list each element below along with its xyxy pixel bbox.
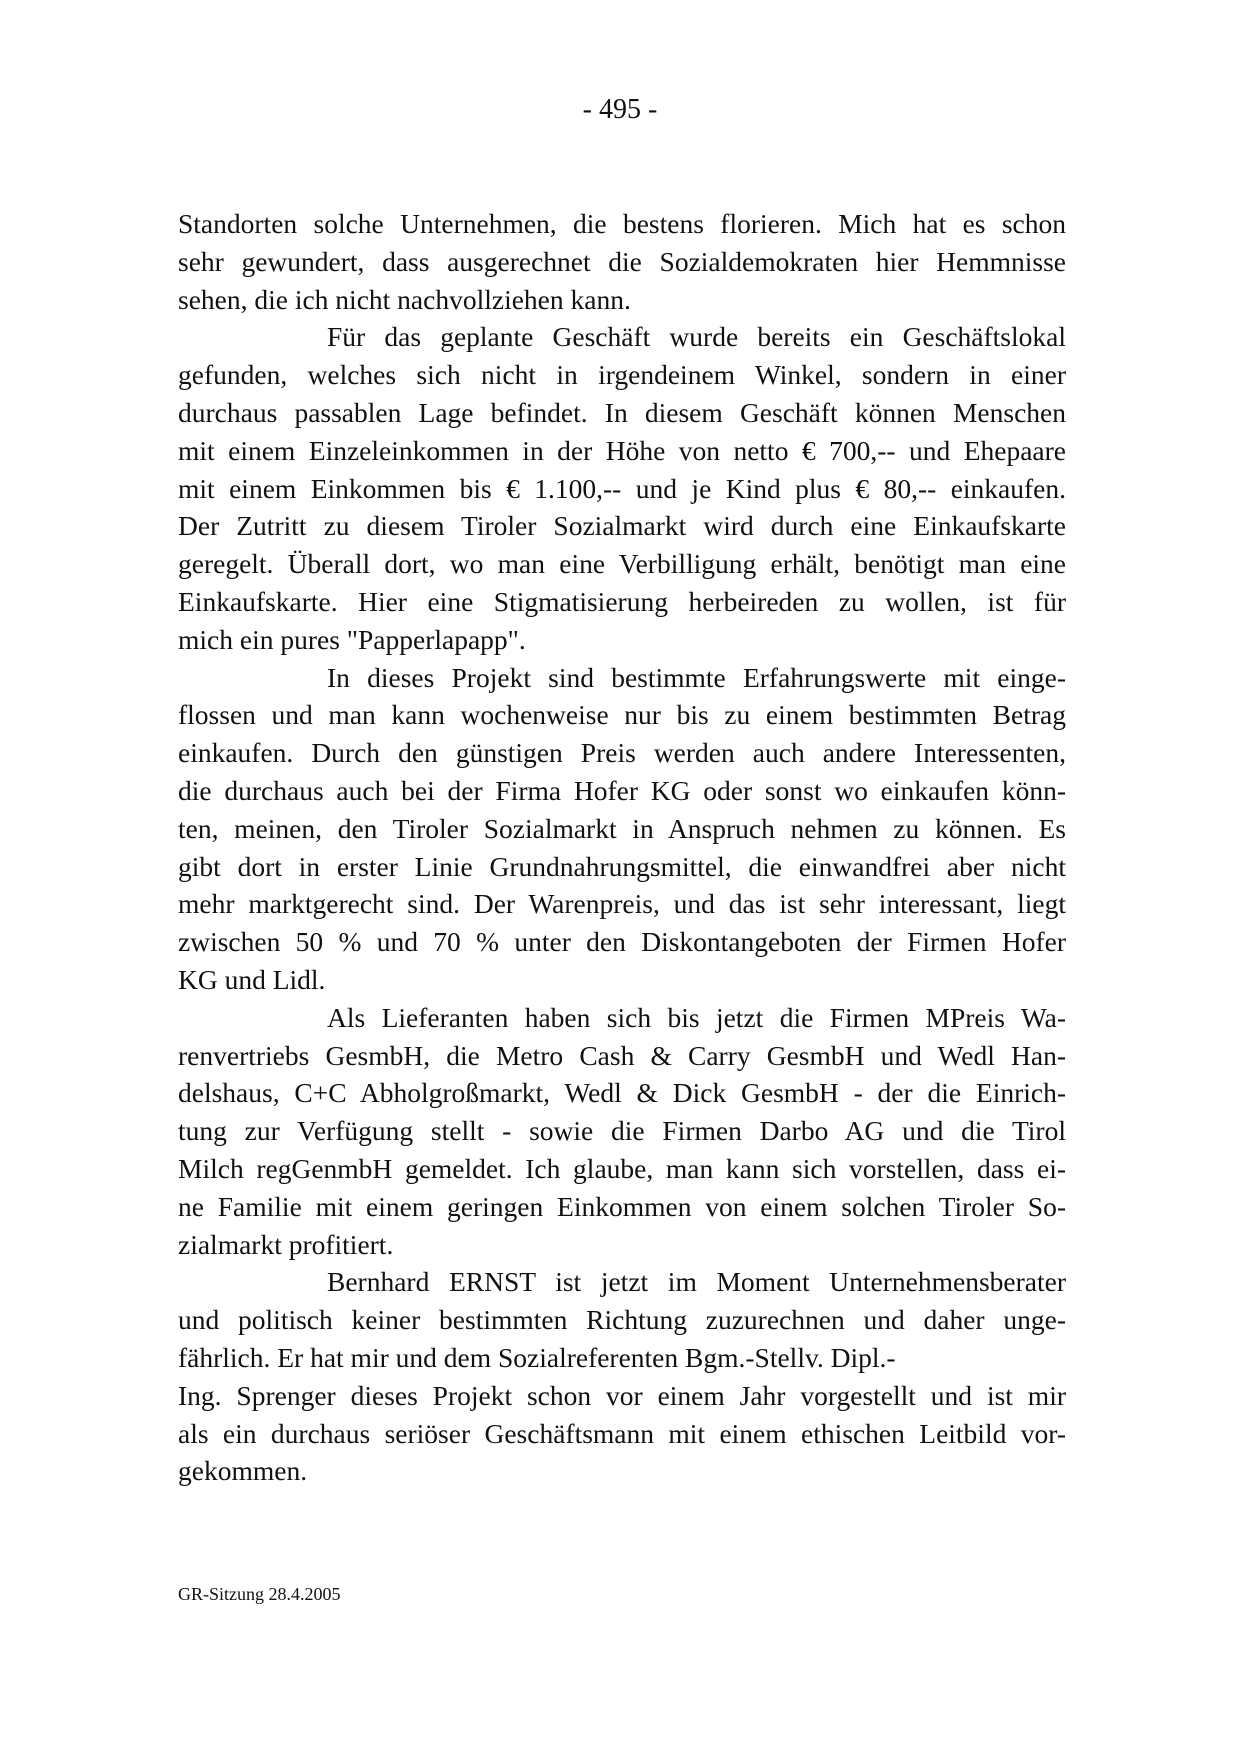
page-number: - 495 - (582, 94, 658, 125)
text-line: sehen, die ich nicht nachvollziehen kann. (178, 283, 631, 315)
text-line: gefunden, welches sich nicht in irgendeinem Winkel, sondern in einer (178, 359, 1066, 391)
text-line: Einkaufskarte. Hier eine Stigmatisierung herbeireden zu wollen, ist für (178, 585, 1066, 617)
text-line: Ing. Sprenger dieses Projekt schon vor einem Jahr vorgestellt und ist mir (178, 1379, 1066, 1411)
text-line: als ein durchaus seriöser Geschäftsmann mit einem ethischen Leitbild vor- (178, 1417, 1066, 1449)
paragraph-2 (178, 318, 1066, 658)
text-line: mit einem Einkommen bis € 1.100,-- und je Kind plus € 80,-- einkaufen. (178, 472, 1066, 504)
text-line: Der Zutritt zu diesem Tiroler Sozialmarkt wird durch eine Einkaufskarte (178, 510, 1066, 542)
text-line: flossen und man kann wochenweise nur bis zu einem bestimmten Betrag (178, 699, 1066, 731)
text-line: gibt dort in erster Linie Grundnahrungsmittel, die einwandfrei aber nicht (178, 850, 1066, 882)
text-line: ten, meinen, den Tiroler Sozialmarkt in Anspruch nehmen zu können. Es (178, 812, 1066, 844)
text-line: zialmarkt profitiert. (178, 1228, 394, 1260)
paragraph-3 (178, 659, 1066, 999)
paragraph-4 (178, 999, 1066, 1264)
text-line: Bernhard ERNST ist jetzt im Moment Unternehmensberater (327, 1266, 1066, 1298)
text-line: mich ein pures "Papperlapapp". (178, 623, 526, 655)
text-line: die durchaus auch bei der Firma Hofer KG oder sonst wo einkaufen könn- (178, 774, 1066, 806)
text-line: mit einem Einzeleinkommen in der Höhe von netto € 700,-- und Ehepaare (178, 434, 1066, 466)
text-line: durchaus passablen Lage befindet. In diesem Geschäft können Menschen (178, 396, 1066, 428)
text-line: ne Familie mit einem geringen Einkommen von einem solchen Tiroler So- (178, 1190, 1066, 1222)
text-line: delshaus, C+C Abholgroßmarkt, Wedl & Dick GesmbH - der die Einrich- (178, 1077, 1066, 1109)
text-line: gekommen. (178, 1455, 308, 1487)
text-line: Standorten solche Unternehmen, die bestens florieren. Mich hat es schon (178, 208, 1066, 239)
text-line: Milch regGenmbH gemeldet. Ich glaube, man kann sich vorstellen, dass ei- (178, 1152, 1066, 1184)
paragraph-5 (178, 1263, 1066, 1490)
text-line: renvertriebs GesmbH, die Metro Cash & Carry GesmbH und Wedl Han- (178, 1039, 1066, 1071)
text-line: KG und Lidl. (178, 963, 326, 995)
body-text (178, 205, 1066, 1490)
text-line: einkaufen. Durch den günstigen Preis werden auch andere Interessenten, (178, 737, 1066, 769)
paragraph-1 (178, 205, 1066, 318)
text-line: zwischen 50 % und 70 % unter den Diskontangeboten der Firmen Hofer (178, 926, 1066, 958)
text-line: und politisch keiner bestimmten Richtung zuzurechnen und daher unge- (178, 1304, 1066, 1336)
text-line: fährlich. Er hat mir und dem Sozialreferenten Bgm.-Stellv. Dipl.- (178, 1341, 896, 1373)
text-line: Für das geplante Geschäft wurde bereits ein Geschäftslokal (327, 321, 1066, 353)
text-line: sehr gewundert, dass ausgerechnet die Sozialdemokraten hier Hemmnisse (178, 245, 1066, 277)
text-line: In dieses Projekt sind bestimmte Erfahrungswerte mit einge- (327, 661, 1066, 693)
text-line: geregelt. Überall dort, wo man eine Verbilligung erhält, benötigt man eine (178, 548, 1066, 580)
footer-session-date: GR-Sitzung 28.4.2005 (178, 1584, 341, 1604)
text-line: mehr marktgerecht sind. Der Warenpreis, und das ist sehr interessant, liegt (178, 888, 1066, 920)
text-line: tung zur Verfügung stellt - sowie die Firmen Darbo AG und die Tirol (178, 1115, 1066, 1147)
text-line: Als Lieferanten haben sich bis jetzt die Firmen MPreis Wa- (327, 1001, 1066, 1033)
